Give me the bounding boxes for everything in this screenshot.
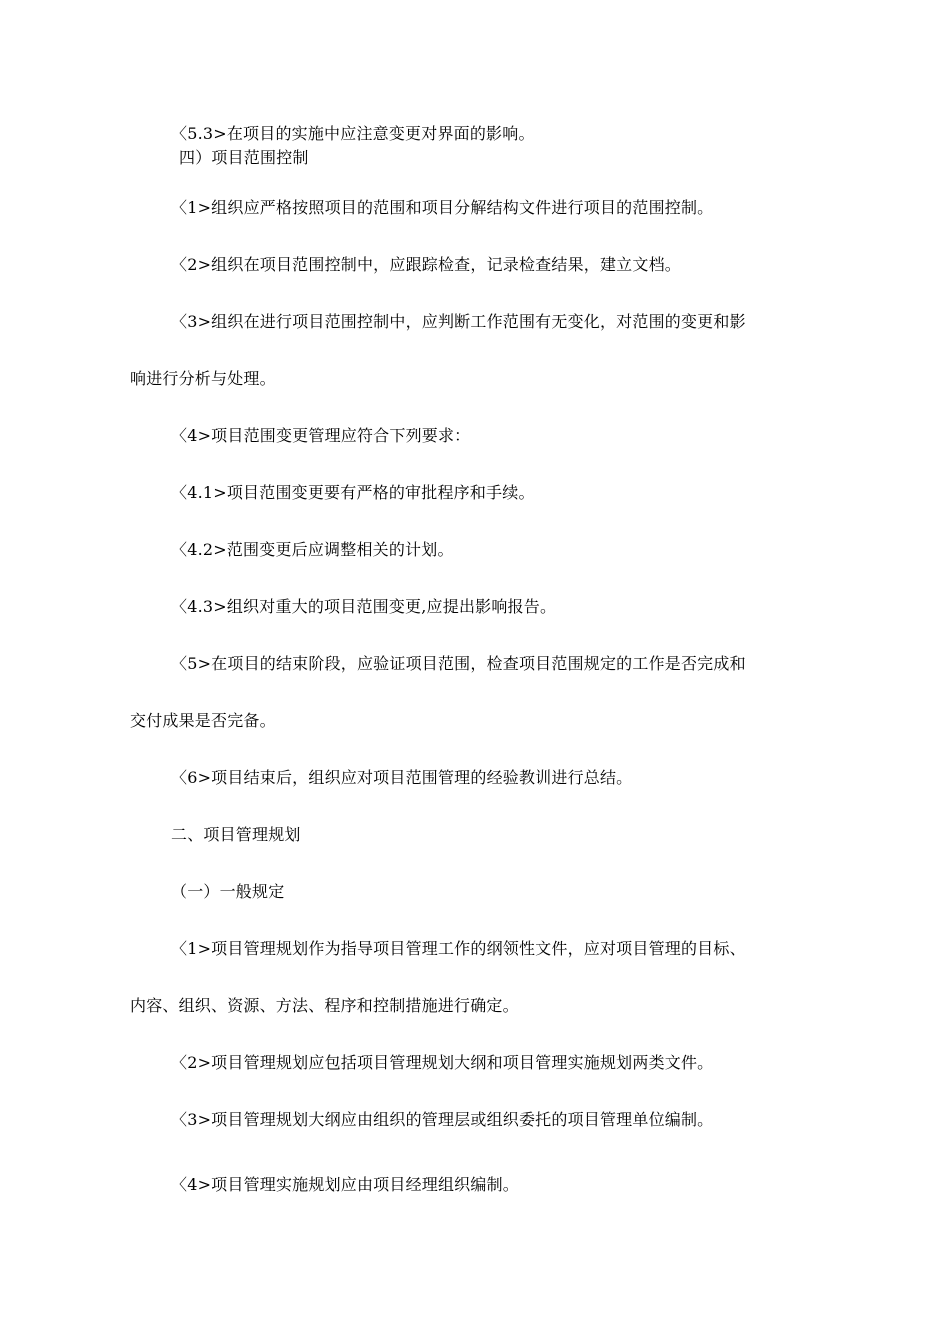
paragraph-line: 〈4.2>范围变更后应调整相关的计划。 (171, 540, 454, 559)
subsection-heading: （一）一般规定 (171, 882, 285, 901)
paragraph-line: 〈6>项目结束后，组织应对项目范围管理的经验教训进行总结。 (171, 768, 633, 787)
paragraph-line: 〈1>项目管理规划作为指导项目管理工作的纲领性文件，应对项目管理的目标、 (171, 939, 746, 958)
paragraph-line: 〈5.3>在项目的实施中应注意变更对界面的影响。 (171, 124, 535, 143)
paragraph-line: 〈5>在项目的结束阶段，应验证项目范围，检查项目范围规定的工作是否完成和 (171, 654, 746, 673)
paragraph-line: 〈3>项目管理规划大纲应由组织的管理层或组织委托的项目管理单位编制。 (171, 1110, 714, 1129)
paragraph-line: 〈2>项目管理规划应包括项目管理规划大纲和项目管理实施规划两类文件。 (171, 1053, 714, 1072)
paragraph-line: 〈4.1>项目范围变更要有严格的审批程序和手续。 (171, 483, 535, 502)
paragraph-line: 〈3>组织在进行项目范围控制中，应判断工作范围有无变化，对范围的变更和影 (171, 312, 746, 331)
paragraph-line: 〈4>项目管理实施规划应由项目经理组织编制。 (171, 1175, 519, 1194)
paragraph-line: 〈4.3>组织对重大的项目范围变更,应提出影响报告。 (171, 597, 557, 616)
paragraph-line: 交付成果是否完备。 (130, 711, 276, 730)
paragraph-line: 〈1>组织应严格按照项目的范围和项目分解结构文件进行项目的范围控制。 (171, 198, 714, 217)
paragraph-line: 响进行分析与处理。 (130, 369, 276, 388)
paragraph-line: 〈4>项目范围变更管理应符合下列要求： (171, 426, 471, 445)
paragraph-line: 内容、组织、资源、方法、程序和控制措施进行确定。 (130, 996, 519, 1015)
paragraph-line: 〈2>组织在项目范围控制中，应跟踪检查，记录检查结果，建立文档。 (171, 255, 681, 274)
section-heading: 二、项目管理规划 (171, 825, 301, 844)
section-heading: 四）项目范围控制 (179, 148, 309, 167)
